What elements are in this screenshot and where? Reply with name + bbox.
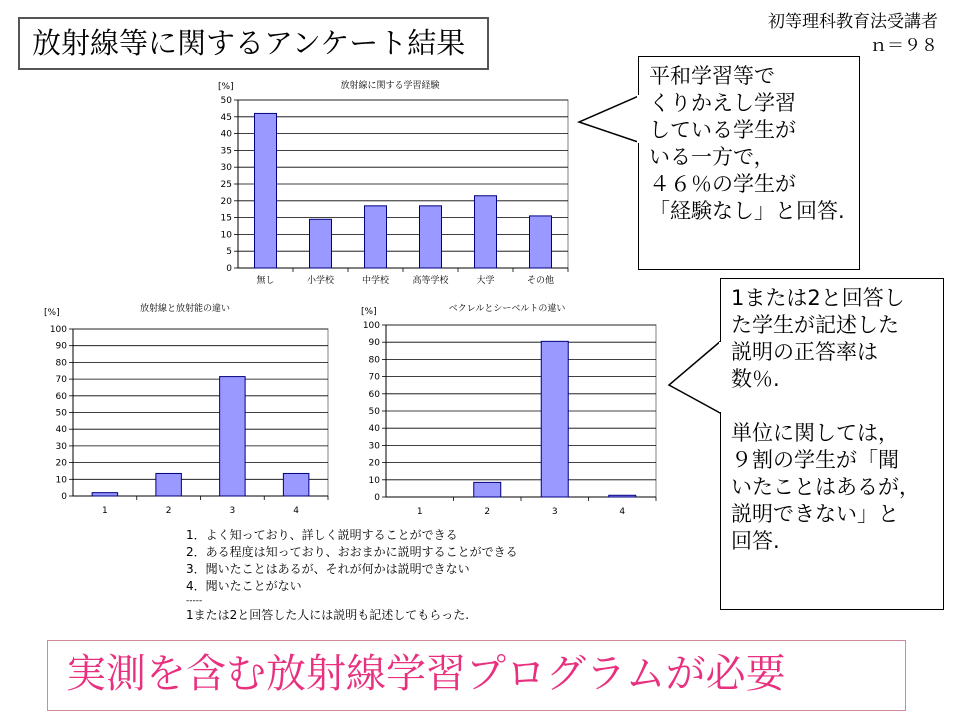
callout-top-line: 「経験なし」と回答. (649, 199, 845, 223)
x-category-label: 大学 (476, 276, 495, 286)
x-category-label: 高等学校 (412, 276, 449, 286)
legend-item: 3．聞いたことはあるが、それが何かは説明できない (186, 562, 470, 576)
y-tick-label: 40 (55, 425, 67, 436)
bar (220, 377, 246, 496)
y-tick-label: 20 (55, 458, 67, 469)
y-tick-label: 0 (226, 264, 232, 274)
survey-meta (768, 10, 938, 58)
y-tick-label: 60 (55, 391, 67, 402)
callout-middle-line: た学生が記述した (731, 313, 899, 337)
chart-title: 放射線と放射能の違い (139, 304, 231, 314)
x-category-label: 無し (256, 276, 275, 286)
x-category-label: 2 (484, 507, 491, 517)
callout-pointer-top-cover (637, 95, 641, 143)
x-category-label: 4 (293, 506, 299, 516)
y-tick-label: 90 (55, 341, 67, 352)
bar (283, 473, 309, 496)
callout-middle-right (720, 278, 944, 610)
bar (365, 206, 387, 268)
x-category-label: 中学校 (361, 276, 390, 286)
y-tick-label: 35 (220, 146, 232, 157)
callout-middle-line: 単位に関しては， (731, 421, 899, 445)
bar (475, 196, 497, 268)
y-tick-label: 80 (368, 355, 380, 366)
page-title: 放射線等に関するアンケート結果 (18, 17, 489, 70)
bar (310, 219, 332, 268)
callout-middle-line: いたことはあるが， (731, 475, 920, 499)
chart-radiation-vs-radioactivity (40, 297, 340, 522)
callout-top-line: ４６％の学生が (649, 172, 796, 196)
bar (156, 473, 182, 496)
y-tick-label: 100 (49, 325, 67, 335)
x-category-label: その他 (526, 276, 555, 286)
callout-pointer-middle (666, 330, 726, 430)
chart-becquerel-vs-sievert-svg (357, 297, 667, 522)
chart-radiation-vs-radioactivity-svg (40, 297, 340, 522)
y-tick-label: 60 (368, 389, 380, 400)
legend-item: 4．聞いたことがない (186, 579, 302, 593)
y-tick-label: 80 (55, 358, 67, 369)
y-tick-label: 50 (220, 96, 232, 106)
legend-separator: ----- (186, 596, 203, 606)
callout-top-line: している学生が (649, 118, 796, 142)
callout-middle-line: 1または2と回答し (731, 286, 905, 310)
chart-title: ベクレルとシーベルトの違い (448, 304, 566, 314)
y-tick-label: 30 (220, 163, 232, 174)
respondent-count: ｎ＝９８ (870, 36, 938, 56)
y-tick-label: 40 (220, 129, 232, 140)
callout-pointer-middle-cover (719, 342, 723, 412)
y-tick-label: 5 (226, 247, 232, 258)
chart-title: 放射線に関する学習経験 (340, 81, 440, 91)
x-category-label: 3 (551, 507, 558, 517)
callout-middle-line: 説明の正答率は (731, 340, 878, 364)
y-tick-label: 50 (55, 408, 67, 419)
bar (530, 216, 552, 268)
x-category-label: 2 (165, 506, 172, 516)
bar (92, 493, 118, 496)
x-category-label: 3 (229, 506, 236, 516)
y-tick-label: 40 (368, 424, 380, 435)
y-tick-label: 25 (220, 180, 232, 190)
y-tick-label: 45 (220, 112, 232, 123)
y-tick-label: 20 (220, 196, 232, 207)
y-axis-label: [%] (361, 307, 377, 317)
bar (609, 495, 636, 497)
y-tick-label: 70 (368, 372, 380, 383)
callout-top-right (638, 56, 860, 270)
chart-learning-experience (200, 70, 580, 295)
bar (255, 113, 277, 268)
callout-middle-line: 数％. (731, 367, 780, 391)
callout-middle-line (731, 393, 933, 420)
bar (474, 482, 501, 497)
y-tick-label: 0 (61, 492, 67, 502)
y-tick-label: 70 (55, 375, 67, 386)
x-category-label: 1 (102, 506, 108, 516)
bar (420, 206, 442, 268)
bar (541, 341, 568, 497)
callout-top-line: いる一方で， (649, 145, 775, 169)
chart-learning-experience-svg (200, 70, 580, 295)
x-category-label: 小学校 (306, 276, 335, 286)
callout-middle-line: 回答. (731, 529, 780, 553)
y-axis-label: [%] (44, 308, 60, 318)
callout-top-line: 平和学習等で (649, 64, 775, 88)
chart-becquerel-vs-sievert (357, 297, 667, 522)
legend-item: 1．よく知っており、詳しく説明することができる (186, 528, 458, 542)
x-category-label: 1 (416, 507, 423, 517)
y-axis-label: [%] (218, 82, 234, 92)
course-label: 初等理科教育法受講者 (768, 12, 938, 32)
answer-legend (186, 527, 518, 624)
y-tick-label: 10 (368, 475, 380, 486)
y-tick-label: 20 (368, 458, 380, 469)
callout-middle-line: 説明できない」と (731, 502, 899, 526)
y-tick-label: 90 (368, 338, 380, 349)
y-tick-label: 15 (220, 213, 232, 224)
y-tick-label: 10 (55, 475, 67, 486)
y-tick-label: 30 (368, 441, 380, 452)
conclusion-banner: 実測を含む放射線学習プログラムが必要 (47, 640, 906, 711)
y-tick-label: 10 (220, 230, 232, 241)
y-tick-label: 0 (374, 493, 380, 503)
callout-middle-line: ９割の学生が「聞 (731, 448, 899, 472)
callout-pointer-top (575, 85, 645, 165)
y-tick-label: 100 (362, 321, 380, 331)
legend-note: 1または2と回答した人には説明も記述してもらった. (186, 608, 470, 622)
x-category-label: 4 (619, 507, 626, 517)
callout-top-line: くりかえし学習 (649, 91, 796, 115)
y-tick-label: 30 (55, 441, 67, 452)
y-tick-label: 50 (368, 407, 380, 417)
legend-item: 2．ある程度は知っており、おおまかに説明することができる (186, 545, 518, 559)
